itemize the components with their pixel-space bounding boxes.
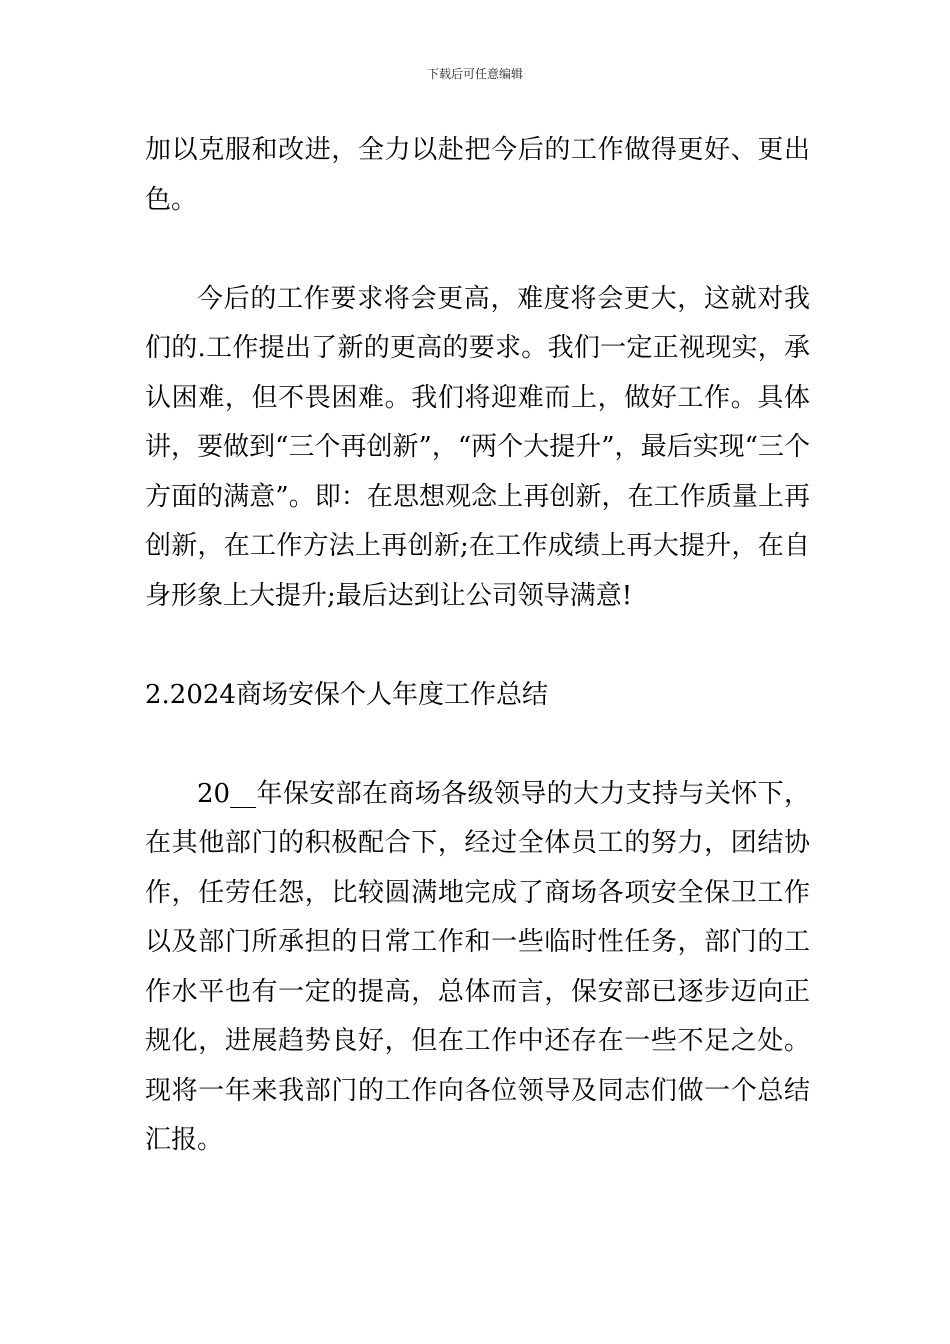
paragraph-security-summary: 20__年保安部在商场各级领导的大力支持与关怀下，在其他部门的积极配合下，经过全体员工的努力，团结协作，任劳任怨，比较圆满地完成了商场各项安全保卫工作以及部门所承担的日常工作和一些临时性任务，部门的工作水平也有一定的提高，总体而言，保安部已逐步迈向正规化，进展趋势良好，但在工作中还存在一些不足之处。现将一年来我部门的工作向各位领导及同志们做一个总结汇报。 [145, 778, 810, 1155]
section-heading: 2.2024商场安保个人年度工作总结 [145, 679, 548, 710]
paragraph-future-requirements: 今后的工作要求将会更高，难度将会更大，这就对我们的.工作提出了新的更高的要求。我们一定正视现实，承认困难，但不畏困难。我们将迎难而上，做好工作。具体讲，要做到“三个再创新”，“两个大提升”，最后实现“三个方面的满意”。即：在思想观念上再创新，在工作质量上再创新，在工作方法上再创新;在工作成绩上再大提升，在自身形象上大提升;最后达到让公司领导满意! [145, 283, 810, 611]
document-body [145, 126, 810, 1215]
paragraph-continuation: 加以克服和改进，全力以赴把今后的工作做得更好、更出色。 [145, 135, 810, 215]
page-header: 下载后可任意编辑 [426, 67, 523, 81]
